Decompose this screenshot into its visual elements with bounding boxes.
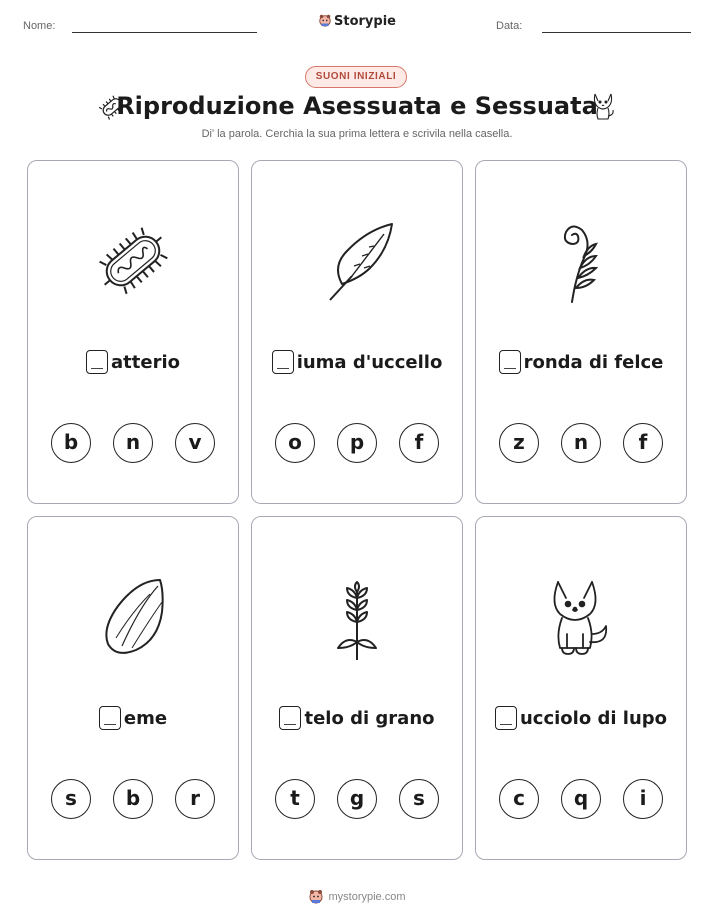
word-row [252,705,462,733]
letter-choices [252,779,462,819]
storypie-mascot-icon [318,13,332,27]
letter-choice[interactable]: r [175,779,215,819]
letter-choices [476,423,686,463]
letter-choice[interactable]: b [51,423,91,463]
letter-choice[interactable]: p [337,423,377,463]
section-badge: SUONI INIZIALI [305,66,407,88]
card-picture [252,572,462,662]
wolf-cub-icon [588,90,618,122]
seed-icon [88,572,178,662]
letter-choice[interactable]: n [561,423,601,463]
letter-choice[interactable]: q [561,779,601,819]
letter-choices [28,423,238,463]
word-card [27,160,239,504]
word-card [251,516,463,860]
word-text: ronda di felce [523,352,664,373]
letter-choice[interactable]: s [399,779,439,819]
answer-box[interactable] [86,350,108,374]
letter-choice[interactable]: f [399,423,439,463]
letter-choices [252,423,462,463]
letter-choices [476,779,686,819]
storypie-mascot-icon [308,888,324,904]
wheat-stalk-icon [312,572,402,662]
word-card [475,516,687,860]
card-picture [476,216,686,306]
brand-name: Storypie [334,14,396,29]
card-picture [252,216,462,306]
fern-frond-icon [536,216,626,306]
word-card [475,160,687,504]
card-picture [28,216,238,306]
name-label: Nome: [23,20,56,32]
letter-choices [28,779,238,819]
word-row [28,349,238,377]
date-label: Data: [496,20,523,32]
letter-choice[interactable]: c [499,779,539,819]
word-row [28,705,238,733]
bacterium-icon [88,216,178,306]
word-text: eme [123,708,168,729]
letter-choice[interactable]: s [51,779,91,819]
card-picture [28,572,238,662]
letter-choice[interactable]: f [623,423,663,463]
word-row [252,349,462,377]
answer-box[interactable] [99,706,121,730]
word-text: iuma d'uccello [296,352,443,373]
page-title: Riproduzione Asessuata e Sessuata [116,92,598,120]
letter-choice[interactable]: i [623,779,663,819]
footer-site[interactable]: mystorypie.com [328,891,406,903]
answer-box[interactable] [272,350,294,374]
instructions: Di' la parola. Cerchia la sua prima lettera e scrivila nella casella. [201,128,513,140]
letter-choice[interactable]: v [175,423,215,463]
letter-choice[interactable]: b [113,779,153,819]
letter-choice[interactable]: z [499,423,539,463]
letter-choice[interactable]: o [275,423,315,463]
word-text: atterio [111,352,180,373]
answer-box[interactable] [279,706,301,730]
answer-box[interactable] [499,350,521,374]
word-text: telo di grano [304,708,435,729]
brand-logo [0,13,714,29]
footer [0,888,714,904]
date-line[interactable] [542,32,691,33]
word-text: ucciolo di lupo [519,708,668,729]
letter-choice[interactable]: n [113,423,153,463]
word-card [251,160,463,504]
card-picture [476,572,686,662]
name-line[interactable] [72,32,257,33]
wolf-cub-icon [536,572,626,662]
letter-choice[interactable]: t [275,779,315,819]
feather-icon [312,216,402,306]
word-row [476,349,686,377]
word-row [476,705,686,733]
answer-box[interactable] [495,706,517,730]
word-card [27,516,239,860]
letter-choice[interactable]: g [337,779,377,819]
